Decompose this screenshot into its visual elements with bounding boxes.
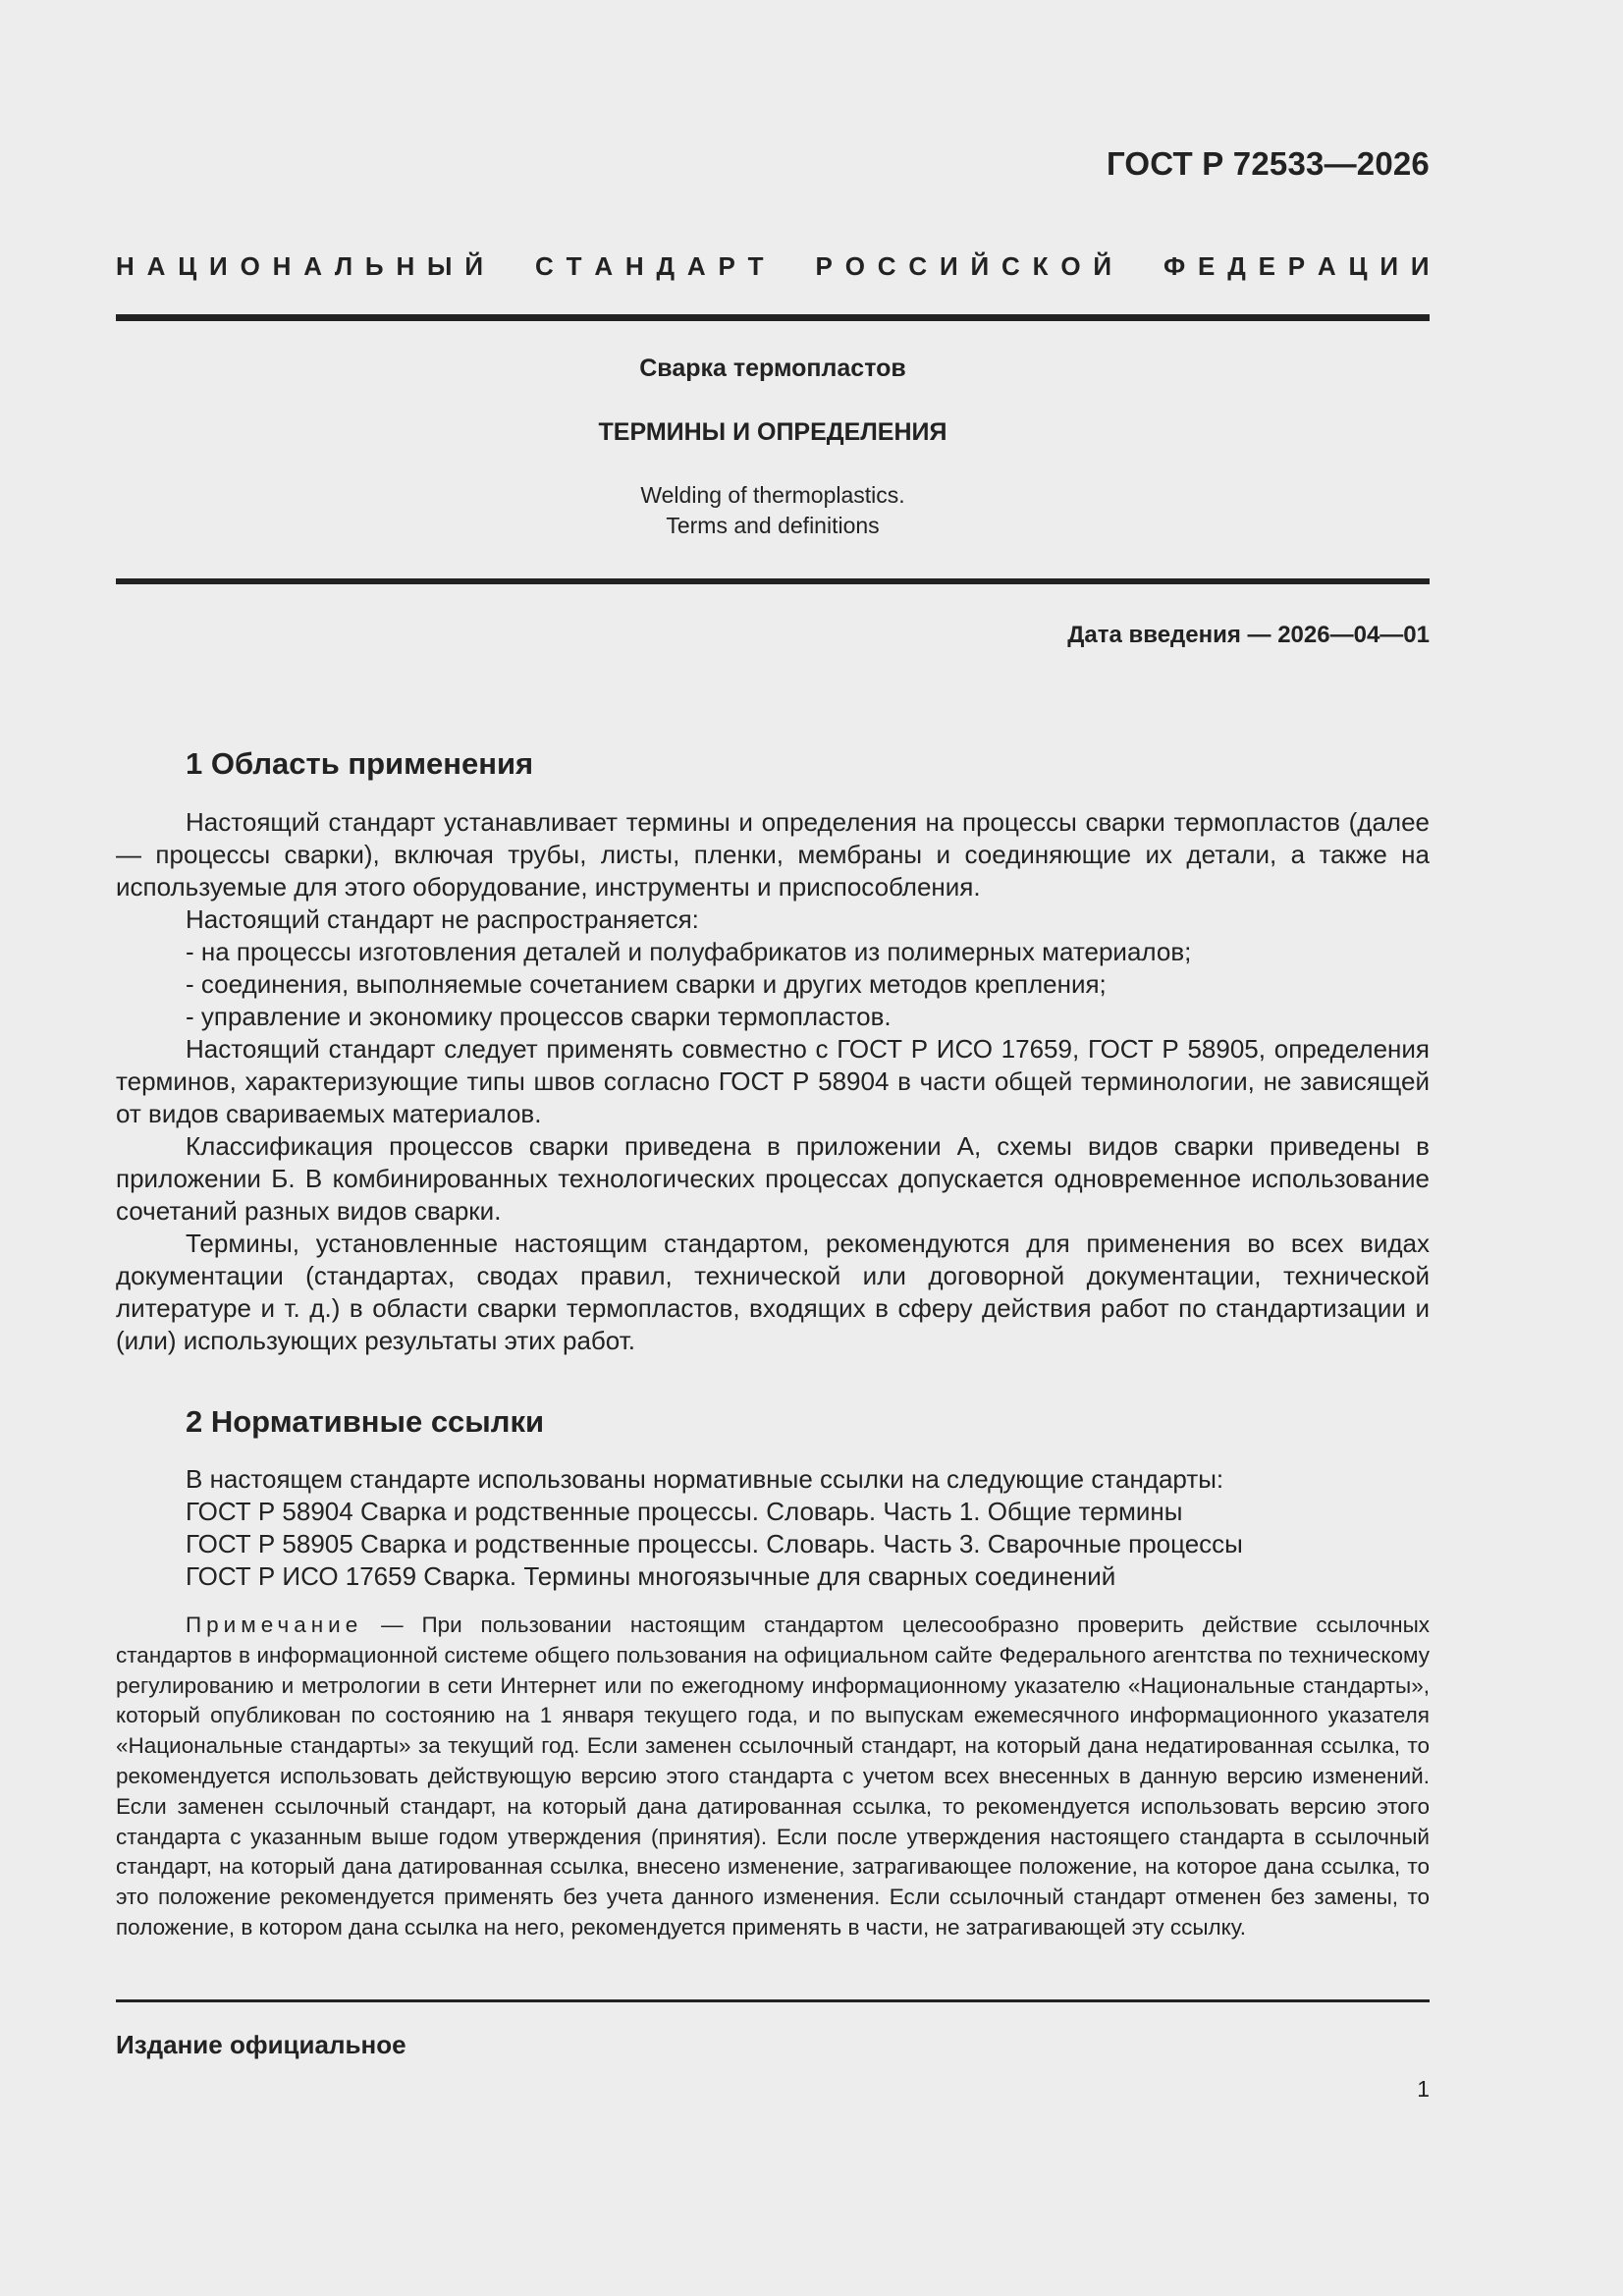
banner-letter: Ц <box>1348 251 1368 281</box>
title-terms: ТЕРМИНЫ И ОПРЕДЕЛЕНИЯ <box>598 418 947 446</box>
banner-letter: Р <box>718 251 735 281</box>
banner-letter: Т <box>566 251 582 281</box>
banner-letter: О <box>240 251 260 281</box>
banner-letter: Т <box>747 251 764 281</box>
banner-letter: А <box>686 251 706 281</box>
banner-letter: Р <box>815 251 833 281</box>
title-english-line1: Welding of thermoplastics. <box>640 482 905 508</box>
section-2-body <box>186 1463 1430 1593</box>
section-1-paragraph: Классификация процессов сварки приведена в приложении А, схемы видов сварки приведены в приложении Б. В комбинированных технологических процессах допускается одновременное использование сочетаний разных видов сварки. <box>116 1131 1430 1226</box>
page-number: 1 <box>1417 2076 1430 2102</box>
exclusion-list-item: - управление и экономику процессов сварки термопластов. <box>186 1002 892 1031</box>
exclusion-list-item: - соединения, выполняемые сочетанием сварки и других методов крепления; <box>186 969 1107 999</box>
section-1-paragraph: Настоящий стандарт следует применять совместно с ГОСТ Р ИСО 17659, ГОСТ Р 58905, определения терминов, характеризующие типы швов согласно ГОСТ Р 58904 в части общей терминологии, не зависящей от видов свариваемых материалов. <box>116 1034 1430 1128</box>
section-1-paragraph: Термины, установленные настоящим стандартом, рекомендуются для применения во всех видах документации (стандартах, сводах правил, технической или договорной документации, технической литературе и т. д.) в области сварки термопластов, входящих в сферу действия работ по стандартизации и (или) использующих результаты этих работ. <box>116 1229 1430 1355</box>
banner-letter: О <box>1060 251 1081 281</box>
banner-letter: И <box>1380 251 1399 281</box>
banner-letter: Й <box>1093 251 1112 281</box>
banner-letter: О <box>844 251 865 281</box>
banner-letter: Н <box>396 251 415 281</box>
banner-letter: Р <box>1287 251 1306 281</box>
banner-letter: С <box>534 251 554 281</box>
header-divider <box>116 314 1430 321</box>
banner-letter: Д <box>1227 251 1246 281</box>
banner-letter: Н <box>272 251 292 281</box>
banner-letter: Н <box>624 251 644 281</box>
banner-letter: Й <box>464 251 484 281</box>
reference-item: ГОСТ Р 58905 Сварка и родственные процессы. Словарь. Часть 3. Сварочные процессы <box>186 1529 1243 1558</box>
banner-letter: И <box>939 251 958 281</box>
section-2-heading: 2 Нормативные ссылки <box>186 1404 545 1439</box>
references-intro: В настоящем стандарте использованы нормативные ссылки на следующие стандарты: <box>186 1464 1224 1494</box>
banner-letter: Д <box>656 251 676 281</box>
banner-gap <box>776 251 783 281</box>
title-english-line2: Terms and definitions <box>666 513 880 538</box>
reference-item: ГОСТ Р 58904 Сварка и родственные процессы. Словарь. Часть 1. Общие термины <box>186 1497 1183 1526</box>
banner-letter: Ь <box>364 251 384 281</box>
banner-letter: Ц <box>178 251 197 281</box>
reference-item: ГОСТ Р ИСО 17659 Сварка. Термины многоязычные для сварных соединений <box>186 1561 1116 1591</box>
title-subject: Сварка термопластов <box>639 355 906 382</box>
exclusion-list-item: - на процессы изготовления деталей и полуфабрикатов из полимерных материалов; <box>186 937 1192 966</box>
banner-letter: К <box>1032 251 1049 281</box>
banner-letter: Е <box>1258 251 1275 281</box>
banner-letter: С <box>1001 251 1020 281</box>
title-divider <box>116 578 1430 584</box>
section-1-body <box>116 806 1430 1357</box>
national-standard-banner <box>116 251 1430 281</box>
banner-letter: Н <box>116 251 135 281</box>
note-text: — При пользовании настоящим стандартом целесообразно проверить действие ссылочных стандартов в информационной системе общего пользования на официальном сайте Федерального агентства по техническому регулированию и метрологии в сети Интернет или по ежегодному информационному указателю «Национальные стандарты», который опубликован по состоянию на 1 января текущего года, и по выпускам ежемесячного информационного указателя «Национальные стандарты» за текущий год. Если заменен ссылочный стандарт, на который дана недатированная ссылка, то рекомендуется использовать действующую версию этого стандарта с учетом всех внесенных в данную версию изменений. Если заменен ссылочный стандарт, на который дана датированная ссылка, то рекомендуется использовать версию этого стандарта с указанным выше годом утверждения (принятия). Если после утверждения настоящего стандарта в ссылочный стандарт, на который дана датированная ссылка, внесено изменение, затрагивающее положение, на которое дана ссылка, то это положение рекомендуется применять без учета данного изменения. Если ссылочный стандарт отменен без замены, то положение, в котором дана ссылка на него, рекомендуется применять в части, не затрагивающей эту ссылку. <box>116 1613 1430 1940</box>
banner-letter: А <box>303 251 323 281</box>
banner-letter: А <box>594 251 614 281</box>
section-1-paragraph: Настоящий стандарт не распространяется: <box>186 904 699 934</box>
banner-gap <box>795 251 802 281</box>
section-1-heading: 1 Область применения <box>186 746 534 781</box>
banner-letter: И <box>209 251 228 281</box>
banner-letter: И <box>1410 251 1430 281</box>
banner-letter: Л <box>334 251 353 281</box>
note-label: Примечание <box>186 1613 363 1637</box>
title-english <box>116 480 1430 541</box>
document-code: ГОСТ Р 72533—2026 <box>1106 145 1430 182</box>
banner-letter: Ы <box>427 251 453 281</box>
banner-gap <box>515 251 522 281</box>
banner-gap <box>1144 251 1151 281</box>
official-edition-label: Издание официальное <box>116 2030 406 2059</box>
references-note <box>116 1611 1430 1943</box>
banner-letter: Й <box>970 251 990 281</box>
banner-letter: С <box>877 251 896 281</box>
banner-letter: А <box>146 251 166 281</box>
banner-gap <box>1124 251 1131 281</box>
banner-letter: Е <box>1198 251 1216 281</box>
banner-letter: С <box>908 251 928 281</box>
banner-letter: Ф <box>1163 251 1186 281</box>
banner-letter: А <box>1317 251 1336 281</box>
introduction-date: Дата введения — 2026—04—01 <box>1067 622 1430 648</box>
section-1-paragraph: Настоящий стандарт устанавливает термины и определения на процессы сварки термопластов (далее — процессы сварки), включая трубы, листы, пленки, мембраны и соединяющие их детали, а также на используемые для этого оборудование, инструменты и приспособления. <box>116 807 1430 902</box>
footer-divider <box>116 1999 1430 2002</box>
banner-gap <box>496 251 503 281</box>
